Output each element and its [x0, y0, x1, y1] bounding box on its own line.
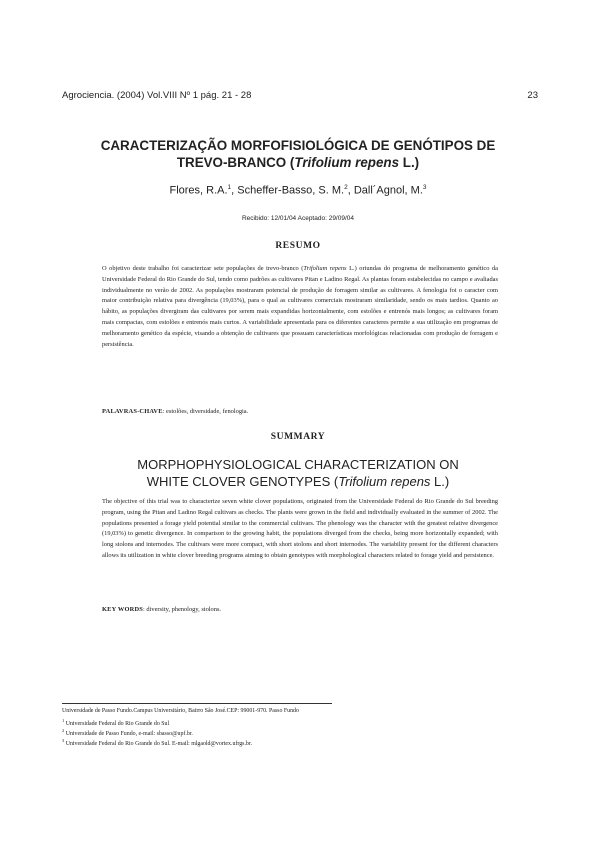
keywords-label-en: KEY WORDS — [102, 606, 144, 613]
running-header: Agrociencia. (2004) Vol.VIII Nº 1 pág. 21 - 28 — [62, 90, 252, 101]
resumo-text-2: L.) oriundas do programa de melhoramento genético da Universidade Federal do Rio Grande do Sul, tendo como padrões as cultivares Pitan e Ladino Regal. As plantas foram estabelecidas no campo e avaliadas individualmente no verão de 2002. As populações mostraram potencial de produção de forragem similar as cultivares. A fenologia foi o caracter com maior contribuição relativa para divergência (19,03%), para o qual as cultivares comerciais mostraram similaridade, sendo os mais tardios. Quanto ao hábito, as populações divergiram das cultivares por serem mais expandidas horizontalmente, com estolões e entrenós mais longos; as cultivares foram mais compactas, com estolões e entrenós mais curtos. A variabilidade apresentada para os diferentes caracteres permite a sua utilização em programas de melhoramento genético da espécie, visando a obtenção de cultivares que possuam características morfológicas relacionadas com produção de forragem e persistência. — [102, 265, 498, 348]
article-title-portuguese — [40, 137, 556, 171]
resumo-text-1: O objetivo deste trabalho foi caracterizar sete populações de trevo-branco ( — [102, 265, 304, 272]
received-accepted-dates: Recibido: 12/01/04 Aceptado: 29/09/04 — [241, 215, 355, 222]
species-name-en: Trifolium repens — [338, 474, 431, 489]
article-title-english — [40, 456, 556, 490]
author-list — [40, 184, 556, 197]
species-name: Trifolium repens — [294, 155, 400, 170]
footnote-3-marker: 3 — [62, 738, 65, 743]
footnote-address: Universidade de Passo Fundo.Campus Universitário, Bairro São José.CEP: 99001-970. Passo Fundo — [62, 708, 299, 714]
footnote-2-text: Universidade de Passo Fundo, e-mail: sbasso@upf.br. — [64, 730, 193, 737]
author-2-affiliation: 2 — [344, 184, 348, 191]
title-en-line-2-prefix: WHITE CLOVER GENOTYPES ( — [146, 474, 339, 489]
footnote-1-text: Universidade Federal do Rio Grande do Sul — [64, 720, 170, 727]
title-en-line-1: MORPHOPHYSIOLOGICAL CHARACTERIZATION ON — [137, 457, 459, 472]
footnote-2-marker: 2 — [62, 728, 65, 733]
resumo-keywords — [102, 408, 498, 415]
author-3: , Dall´Agnol, M. — [347, 184, 423, 197]
footnote-1-marker: 1 — [62, 718, 65, 723]
resumo-paragraph — [102, 264, 498, 350]
footnote-3-text: Universidade Federal do Rio Grande do Sul. E-mail: mlgaold@vortex.ufrgs.br. — [64, 740, 252, 747]
keywords-label-pt: PALAVRAS-CHAVE — [102, 408, 163, 415]
author-1: Flores, R.A. — [169, 184, 228, 197]
footnote-3 — [62, 737, 252, 748]
title-en-line-2 — [40, 473, 556, 490]
title-line-2-suffix: L.) — [399, 155, 420, 170]
summary-keywords — [102, 606, 498, 613]
title-line-2 — [40, 154, 556, 171]
title-line-1: CARACTERIZAÇÃO MORFOFISIOLÓGICA DE GENÓTIPOS DE — [100, 138, 496, 153]
summary-heading: SUMMARY — [270, 432, 326, 442]
page-number: 23 — [527, 90, 538, 101]
author-1-affiliation: 1 — [227, 184, 232, 191]
title-en-line-2-suffix: L.) — [430, 474, 450, 489]
author-2: , Scheffer-Basso, S. M. — [231, 184, 345, 197]
keywords-text-en: : diversity, phenology, stolons. — [143, 606, 222, 613]
resumo-heading: RESUMO — [275, 241, 321, 251]
footnote-divider — [62, 703, 332, 704]
author-3-affiliation: 3 — [422, 184, 427, 191]
resumo-species: Trifolium repens — [303, 265, 347, 272]
title-line-2-prefix: TREVO-BRANCO ( — [176, 155, 295, 170]
keywords-text-pt: : estolões, diversidade, fenologia. — [162, 408, 249, 415]
summary-paragraph: The objective of this trial was to characterize seven white clover populations, originated from the Universidade Federal do Rio Grande do Sul breeding program, using the Pitan and Ladino Regal cultivars as checks. The plants were grown in the field and individually evaluated in the summer of 2002. The populations presented a forage yield potential similar to the commercial cultivars. The phenology was the character with the greatest relative divergence (19,03%) to genetic divergence. In comparison to the growing habit, the populations diverged from the checks, being more horizontally expanded; with long stolons and internodes. The cultivars were more compact, with short stolons and short internodes. The variability present for the different characters allows its utilization in white clover breeding programs aiming to obtain genotypes with morphological characters related to forage yield and persistence. — [102, 498, 498, 559]
